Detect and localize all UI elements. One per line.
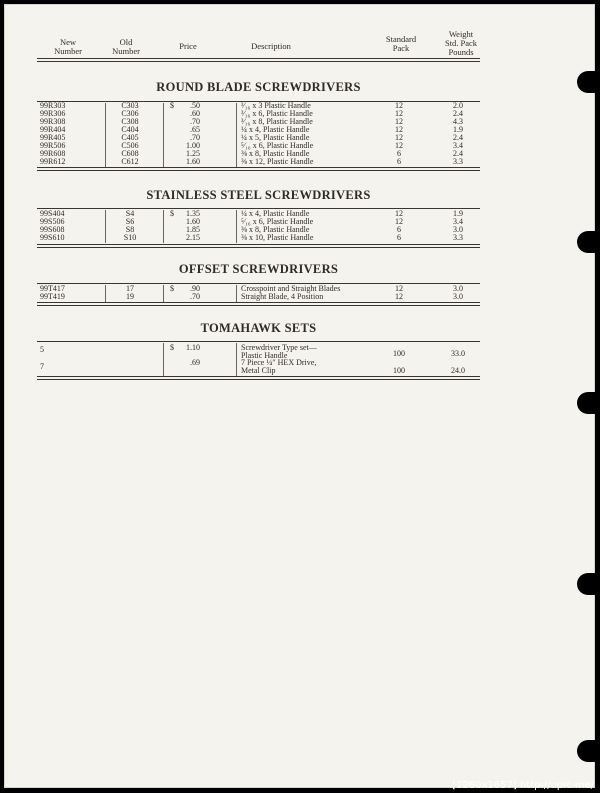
cell-price: 1.00 [186,141,200,150]
cell-standard-pack: 6 [397,157,401,166]
cell-description: Straight Blade, 4 Position [241,292,324,301]
cell-description: ⅜ x 12, Plastic Handle [241,157,314,166]
cell-description: ⅜ x 8, Plastic Handle [241,149,310,158]
cell-standard-pack: 12 [395,117,403,126]
cell-old-number: C303 [121,101,139,110]
cell-price: .70 [190,292,200,301]
column-divider [236,285,237,302]
column-divider [163,210,164,243]
section-bottom-rule [37,167,480,171]
cell-dollar-sign: $ [170,343,174,352]
cell-price: .69 [190,358,200,367]
section-title-stainless: STAINLESS STEEL SCREWDRIVERS [146,188,371,202]
cell-weight: 2.4 [453,109,463,118]
column-divider [236,343,237,376]
cell-old-number: C612 [121,157,139,166]
cell-price: 1.85 [186,225,200,234]
column-divider [163,103,164,167]
cell-old-number: 19 [126,292,134,301]
cell-description-line2: Metal Clip [241,366,276,375]
cell-old-number: C608 [121,149,139,158]
cell-old-number: C506 [121,141,139,150]
cell-description: Screwdriver Type set— [241,343,317,352]
header-description: Description [251,41,291,51]
section-bottom-rule [37,302,480,306]
cell-old-number: 17 [126,284,134,293]
cell-price: .70 [190,117,200,126]
cell-standard-pack: 12 [395,284,403,293]
cell-description: ¼ x 5, Plastic Handle [241,133,310,142]
cell-old-number: C405 [121,133,139,142]
cell-weight: 1.9 [453,125,463,134]
cell-standard-pack: 12 [395,141,403,150]
cell-price: 1.60 [186,157,200,166]
cell-weight: 2.0 [453,101,463,110]
cell-new-number: 99R306 [40,109,66,118]
cell-old-number: C306 [121,109,139,118]
column-divider [236,103,237,167]
cell-standard-pack: 12 [395,109,403,118]
cell-description: ⁵⁄₁₆ x 6, Plastic Handle [241,217,314,226]
cell-description: Crosspoint and Straight Blades [241,284,341,293]
cell-weight: 3.0 [453,284,463,293]
cell-new-number: 99T417 [40,284,65,293]
cell-dollar-sign: $ [170,101,174,110]
cell-weight: 3.4 [453,141,463,150]
cell-description: 7 Piece ¼″ HEX Drive, [241,358,317,367]
cell-standard-pack: 12 [395,292,403,301]
column-divider [105,103,106,167]
cell-weight: 3.0 [453,292,463,301]
cell-weight: 1.9 [453,209,463,218]
cell-new-number: 99S506 [40,217,65,226]
section-title-tomahawk: TOMAHAWK SETS [200,321,317,335]
cell-new-number: 99S610 [40,233,65,242]
cell-new-number: 99R612 [40,157,66,166]
binder-hole [577,573,595,595]
cell-standard-pack: 6 [397,233,401,242]
cell-price: .60 [190,109,200,118]
cell-description: ³⁄₁₆ x 6, Plastic Handle [241,109,313,118]
column-divider [105,210,106,243]
cell-description: ⁵⁄₁₆ x 6, Plastic Handle [241,141,314,150]
cell-weight: 3.0 [453,225,463,234]
cell-weight: 33.0 [451,349,465,358]
cell-price: .90 [190,284,200,293]
column-divider [163,343,164,376]
cell-standard-pack: 6 [397,149,401,158]
cell-price: .50 [190,101,200,110]
binder-hole [577,740,595,762]
cell-description: ¼ x 4, Plastic Handle [241,209,310,218]
cell-standard-pack: 12 [395,209,403,218]
cell-old-number: S10 [123,233,137,242]
cell-price: 1.25 [186,149,200,158]
watermark: [1280x1657] http://upic.me/ [452,780,594,791]
cell-description: ¼ x 4, Plastic Handle [241,125,310,134]
cell-weight: 3.4 [453,217,463,226]
cell-weight: 24.0 [451,366,465,375]
column-divider [236,210,237,243]
cell-new-number: 7 [40,362,44,371]
column-divider [105,285,106,302]
cell-new-number: 99R303 [40,101,66,110]
cell-standard-pack: 12 [395,101,403,110]
cell-old-number: S6 [125,217,135,226]
cell-new-number: 99R404 [40,125,66,134]
section-bottom-rule [37,244,480,248]
cell-new-number: 99R405 [40,133,66,142]
cell-price: .65 [190,125,200,134]
cell-old-number: S8 [125,225,135,234]
cell-new-number: 5 [40,345,44,354]
cell-standard-pack: 100 [393,366,405,375]
cell-price: 1.60 [186,217,200,226]
binder-hole [577,71,595,93]
header-old-number: Old Number [112,37,140,56]
cell-price: .70 [190,133,200,142]
section-top-rule [37,341,480,342]
cell-standard-pack: 6 [397,225,401,234]
cell-weight: 3.3 [453,233,463,242]
cell-standard-pack: 100 [393,349,405,358]
cell-price: 1.10 [186,343,200,352]
cell-new-number: 99R506 [40,141,66,150]
section-bottom-rule [37,376,480,380]
cell-weight: 3.3 [453,157,463,166]
cell-description: ⅜ x 10, Plastic Handle [241,233,314,242]
cell-weight: 4.3 [453,117,463,126]
binder-hole [577,231,595,253]
cell-old-number: C404 [121,125,139,134]
cell-old-number: S4 [125,209,135,218]
cell-new-number: 99S404 [40,209,65,218]
cell-description-line2: Plastic Handle [241,351,288,360]
cell-dollar-sign: $ [170,284,174,293]
header-rule [37,58,480,62]
cell-new-number: 99R608 [40,149,66,158]
cell-weight: 2.4 [453,149,463,158]
cell-description: ³⁄₁₆ x 3 Plastic Handle [241,101,311,110]
cell-new-number: 99T419 [40,292,65,301]
cell-new-number: 99S608 [40,225,65,234]
header-standard-pack: Standard Pack [385,34,417,53]
cell-new-number: 99R308 [40,117,66,126]
cell-old-number: C308 [121,117,139,126]
cell-description: ⅜ x 8, Plastic Handle [241,225,310,234]
section-title-round-blade: ROUND BLADE SCREWDRIVERS [156,80,361,94]
cell-price: 1.35 [186,209,200,218]
header-weight: Weight Std. Pack Pounds [444,29,478,57]
cell-dollar-sign: $ [170,209,174,218]
cell-standard-pack: 12 [395,217,403,226]
cell-price: 2.15 [186,233,200,242]
header-new-number: New Number [54,37,82,56]
cell-description: ³⁄₁₆ x 8, Plastic Handle [241,117,313,126]
column-divider [163,285,164,302]
cell-standard-pack: 12 [395,133,403,142]
cell-standard-pack: 12 [395,125,403,134]
section-title-offset: OFFSET SCREWDRIVERS [178,262,339,276]
header-price: Price [179,41,197,51]
binder-hole [577,392,595,414]
cell-weight: 2.4 [453,133,463,142]
